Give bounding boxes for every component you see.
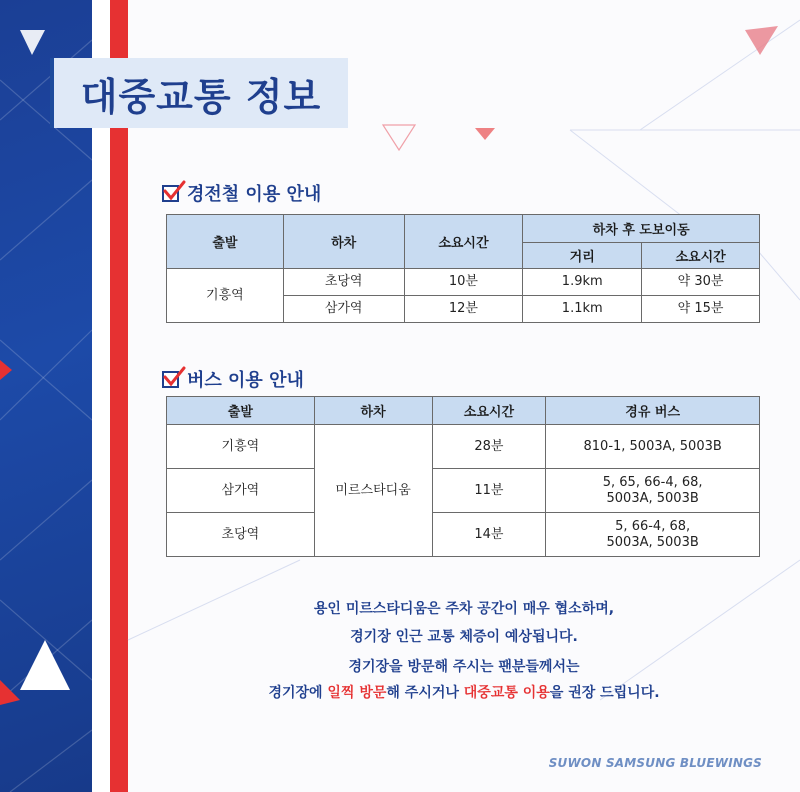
- bus-routes-line: 810-1, 5003A, 5003B: [583, 438, 722, 454]
- rail-alight-cell: 초당역: [283, 269, 404, 296]
- notice-line-1: 용인 미르스타디움은 주차 공간이 매우 협소하며,: [313, 601, 615, 617]
- bus-header-departure: 출발: [167, 397, 315, 425]
- notice-line-3: 경기장을 방문해 주시는 팬분들께서는: [348, 659, 580, 675]
- table-row: [167, 425, 760, 469]
- rail-header-alight: 하차: [283, 215, 404, 269]
- bus-routes-line: 5, 65, 66-4, 68,: [602, 474, 703, 490]
- bus-routes-line: 5003A, 5003B: [606, 490, 699, 506]
- bus-header-alight: 하차: [314, 397, 432, 425]
- bus-departure-cell: 기흥역: [167, 425, 315, 469]
- bus-duration-cell: 14분: [432, 513, 546, 557]
- bus-duration-cell: 28분: [432, 425, 546, 469]
- page-title: 대중교통 정보: [80, 74, 322, 119]
- bus-routes-cell: [546, 513, 760, 557]
- rail-header-departure: 출발: [167, 215, 284, 269]
- table-row: [167, 269, 760, 296]
- bus-heading-label: 버스 이용 안내: [187, 370, 304, 391]
- rail-header-walk-group: 하차 후 도보이동: [523, 215, 760, 243]
- bus-departure-cell: 초당역: [167, 513, 315, 557]
- rail-distance-cell: 1.1km: [523, 296, 642, 323]
- notice-highlight-early: 일찍 방문: [327, 685, 387, 701]
- notice-text: 해 주시거나: [386, 685, 464, 701]
- check-icon: [162, 371, 179, 388]
- notice-line-2: 경기장 인근 교통 체증이 예상됩니다.: [350, 629, 578, 645]
- rail-header-walk-time: 소요시간: [642, 243, 760, 269]
- bus-header-duration: 소요시간: [432, 397, 546, 425]
- rail-walk-time-cell: 약 30분: [642, 269, 760, 296]
- table-row: [167, 513, 760, 557]
- rail-table: [166, 214, 760, 323]
- bus-header-routes: 경유 버스: [546, 397, 760, 425]
- notice-text: 을 권장 드립니다.: [549, 685, 660, 701]
- bus-routes-line: 5003A, 5003B: [606, 534, 699, 550]
- notice-highlight-transit: 대중교통 이용: [463, 685, 550, 701]
- bus-routes-cell: [546, 469, 760, 513]
- rail-distance-cell: 1.9km: [523, 269, 642, 296]
- brand-wordmark: SUWON SAMSUNG BLUEWINGS: [548, 756, 762, 770]
- rail-heading-label: 경전철 이용 안내: [187, 184, 322, 205]
- page-title-banner: [50, 58, 348, 128]
- rail-section-heading: [162, 180, 321, 206]
- notice-text: 경기장에: [268, 685, 328, 701]
- red-triangle-top-right: [745, 26, 778, 55]
- rail-header-duration: 소요시간: [404, 215, 523, 269]
- rail-duration-cell: 12분: [404, 296, 523, 323]
- rail-duration-cell: 10분: [404, 269, 523, 296]
- rail-departure-cell: 기흥역: [167, 269, 284, 323]
- rail-walk-time-cell: 약 15분: [642, 296, 760, 323]
- bus-departure-cell: 삼가역: [167, 469, 315, 513]
- bus-duration-cell: 11분: [432, 469, 546, 513]
- table-row: [167, 469, 760, 513]
- notice-line-4: [128, 682, 800, 702]
- bus-routes-line: 5, 66-4, 68,: [615, 518, 691, 534]
- rail-header-distance: 거리: [523, 243, 642, 269]
- bus-alight-cell: 미르스타디움: [314, 425, 432, 557]
- bus-table: [166, 396, 760, 557]
- check-icon: [162, 185, 179, 202]
- bus-section-heading: [162, 366, 304, 392]
- bus-routes-cell: [546, 425, 760, 469]
- rail-alight-cell: 삼가역: [283, 296, 404, 323]
